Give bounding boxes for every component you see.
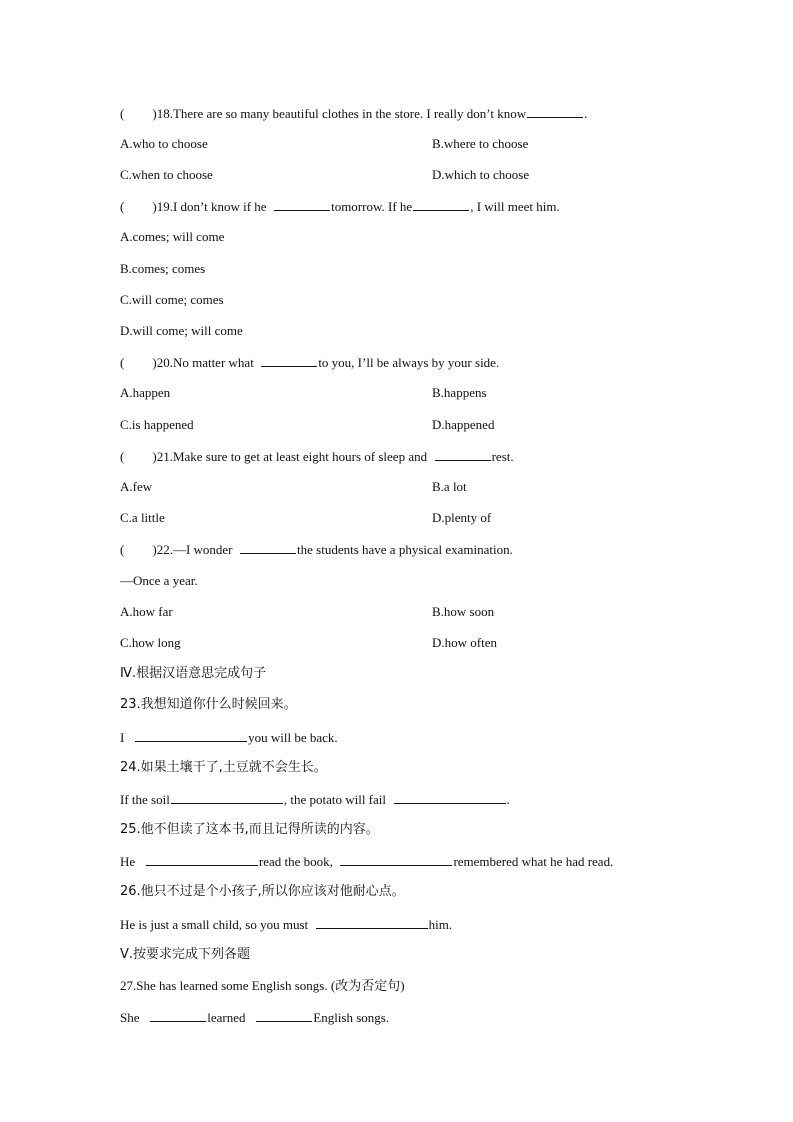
answer-blank[interactable]: [240, 541, 296, 554]
question-text: , I will meet him.: [470, 199, 560, 214]
question-text-end: .: [584, 106, 588, 121]
option-a: A.who to choose: [120, 136, 208, 151]
question-text: Make sure to get at least eight hours of sleep and: [172, 449, 428, 464]
answer-paren-open: (: [120, 106, 125, 121]
answer-blank[interactable]: [316, 916, 428, 929]
answer-paren-close: ): [152, 355, 157, 370]
sentence-text: learned: [207, 1010, 246, 1025]
question-text: rest.: [491, 449, 514, 464]
option-c: C.how long: [120, 635, 181, 650]
option-a: A.few: [120, 479, 153, 494]
option-b: B.where to choose: [432, 136, 529, 151]
answer-blank[interactable]: [135, 729, 247, 742]
sentence-text: read the book,: [258, 854, 333, 869]
question-22: [120, 541, 513, 558]
answer-paren-open: (: [120, 355, 125, 370]
answer-paren-close: ): [152, 106, 157, 121]
question-27-answer: [120, 1009, 389, 1026]
question-text: tomorrow. If he: [331, 199, 413, 214]
option-d: D.happened: [432, 417, 495, 432]
option-b: B.how soon: [432, 604, 495, 619]
question-26-chinese: 26.他只不过是个小孩子,所以你应该对他耐心点。: [120, 884, 405, 899]
sentence-text: you will be back.: [248, 730, 338, 745]
answer-blank[interactable]: [527, 105, 583, 118]
sentence-text: him.: [428, 917, 453, 932]
option-c: C.a little: [120, 510, 165, 525]
question-25-chinese: 25.他不但读了这本书,而且记得所读的内容。: [120, 822, 379, 837]
dialogue-reply: —Once a year.: [120, 573, 198, 588]
question-20: [120, 354, 499, 371]
question-text: I don’t know if he: [172, 199, 267, 214]
section-4-title: Ⅳ.根据汉语意思完成句子: [120, 666, 267, 681]
question-23-english: [120, 729, 338, 746]
sentence-text: , the potato will fail: [283, 792, 386, 807]
question-text: There are so many beautiful clothes in the store. I really don’t know: [172, 106, 527, 121]
option-d: D.how often: [432, 635, 497, 650]
option-b: B.happens: [432, 385, 487, 400]
answer-blank[interactable]: [150, 1009, 206, 1022]
option-c: C.will come; comes: [120, 292, 224, 307]
option-c: C.is happened: [120, 417, 194, 432]
answer-blank[interactable]: [435, 448, 491, 461]
sentence-text: I: [120, 730, 125, 745]
answer-paren-close: ): [152, 449, 157, 464]
sentence-text: 27.She has learned some English songs. (改为否定句): [120, 978, 405, 993]
option-b: B.comes; comes: [120, 261, 206, 276]
sentence-text: English songs.: [313, 1010, 390, 1025]
question-25-english: [120, 853, 613, 870]
answer-paren-open: (: [120, 199, 125, 214]
answer-blank[interactable]: [413, 198, 469, 211]
answer-blank[interactable]: [340, 853, 452, 866]
question-23-chinese: 23.我想知道你什么时候回来。: [120, 697, 297, 712]
option-d: D.which to choose: [432, 167, 530, 182]
answer-paren-open: (: [120, 449, 125, 464]
option-d: D.plenty of: [432, 510, 492, 525]
sentence-text: He is just a small child, so you must: [120, 917, 309, 932]
question-24-english: [120, 791, 510, 808]
option-c: C.when to choose: [120, 167, 213, 182]
option-a: A.how far: [120, 604, 173, 619]
answer-blank[interactable]: [261, 354, 317, 367]
answer-blank[interactable]: [146, 853, 258, 866]
question-number: 18.: [156, 106, 173, 121]
question-26-english: [120, 916, 452, 933]
question-text: —I wonder: [172, 542, 233, 557]
section-5-title: Ⅴ.按要求完成下列各题: [120, 947, 251, 962]
answer-paren-close: ): [152, 199, 157, 214]
answer-blank[interactable]: [274, 198, 330, 211]
answer-blank[interactable]: [256, 1009, 312, 1022]
question-18: [120, 105, 587, 122]
sentence-text: He: [120, 854, 136, 869]
question-21: [120, 448, 514, 465]
sentence-text: .: [506, 792, 510, 807]
answer-blank[interactable]: [171, 791, 283, 804]
option-d: D.will come; will come: [120, 323, 243, 338]
question-number: 22.: [156, 542, 173, 557]
answer-paren-open: (: [120, 542, 125, 557]
answer-blank[interactable]: [394, 791, 506, 804]
question-text: to you, I’ll be always by your side.: [318, 355, 500, 370]
sentence-text: If the soil: [120, 792, 170, 807]
sentence-text: She: [120, 1010, 140, 1025]
question-number: 21.: [156, 449, 173, 464]
question-27-prompt: [120, 978, 405, 994]
option-a: A.comes; will come: [120, 229, 225, 244]
question-text: the students have a physical examination.: [297, 542, 513, 557]
sentence-text: remembered what he had read.: [453, 854, 614, 869]
option-a: A.happen: [120, 385, 171, 400]
question-number: 19.: [156, 199, 173, 214]
option-b: B.a lot: [432, 479, 467, 494]
answer-paren-close: ): [152, 542, 157, 557]
question-24-chinese: 24.如果土壤干了,土豆就不会生长。: [120, 760, 327, 775]
question-19: [120, 198, 560, 215]
question-number: 20.: [156, 355, 173, 370]
question-text: No matter what: [172, 355, 254, 370]
